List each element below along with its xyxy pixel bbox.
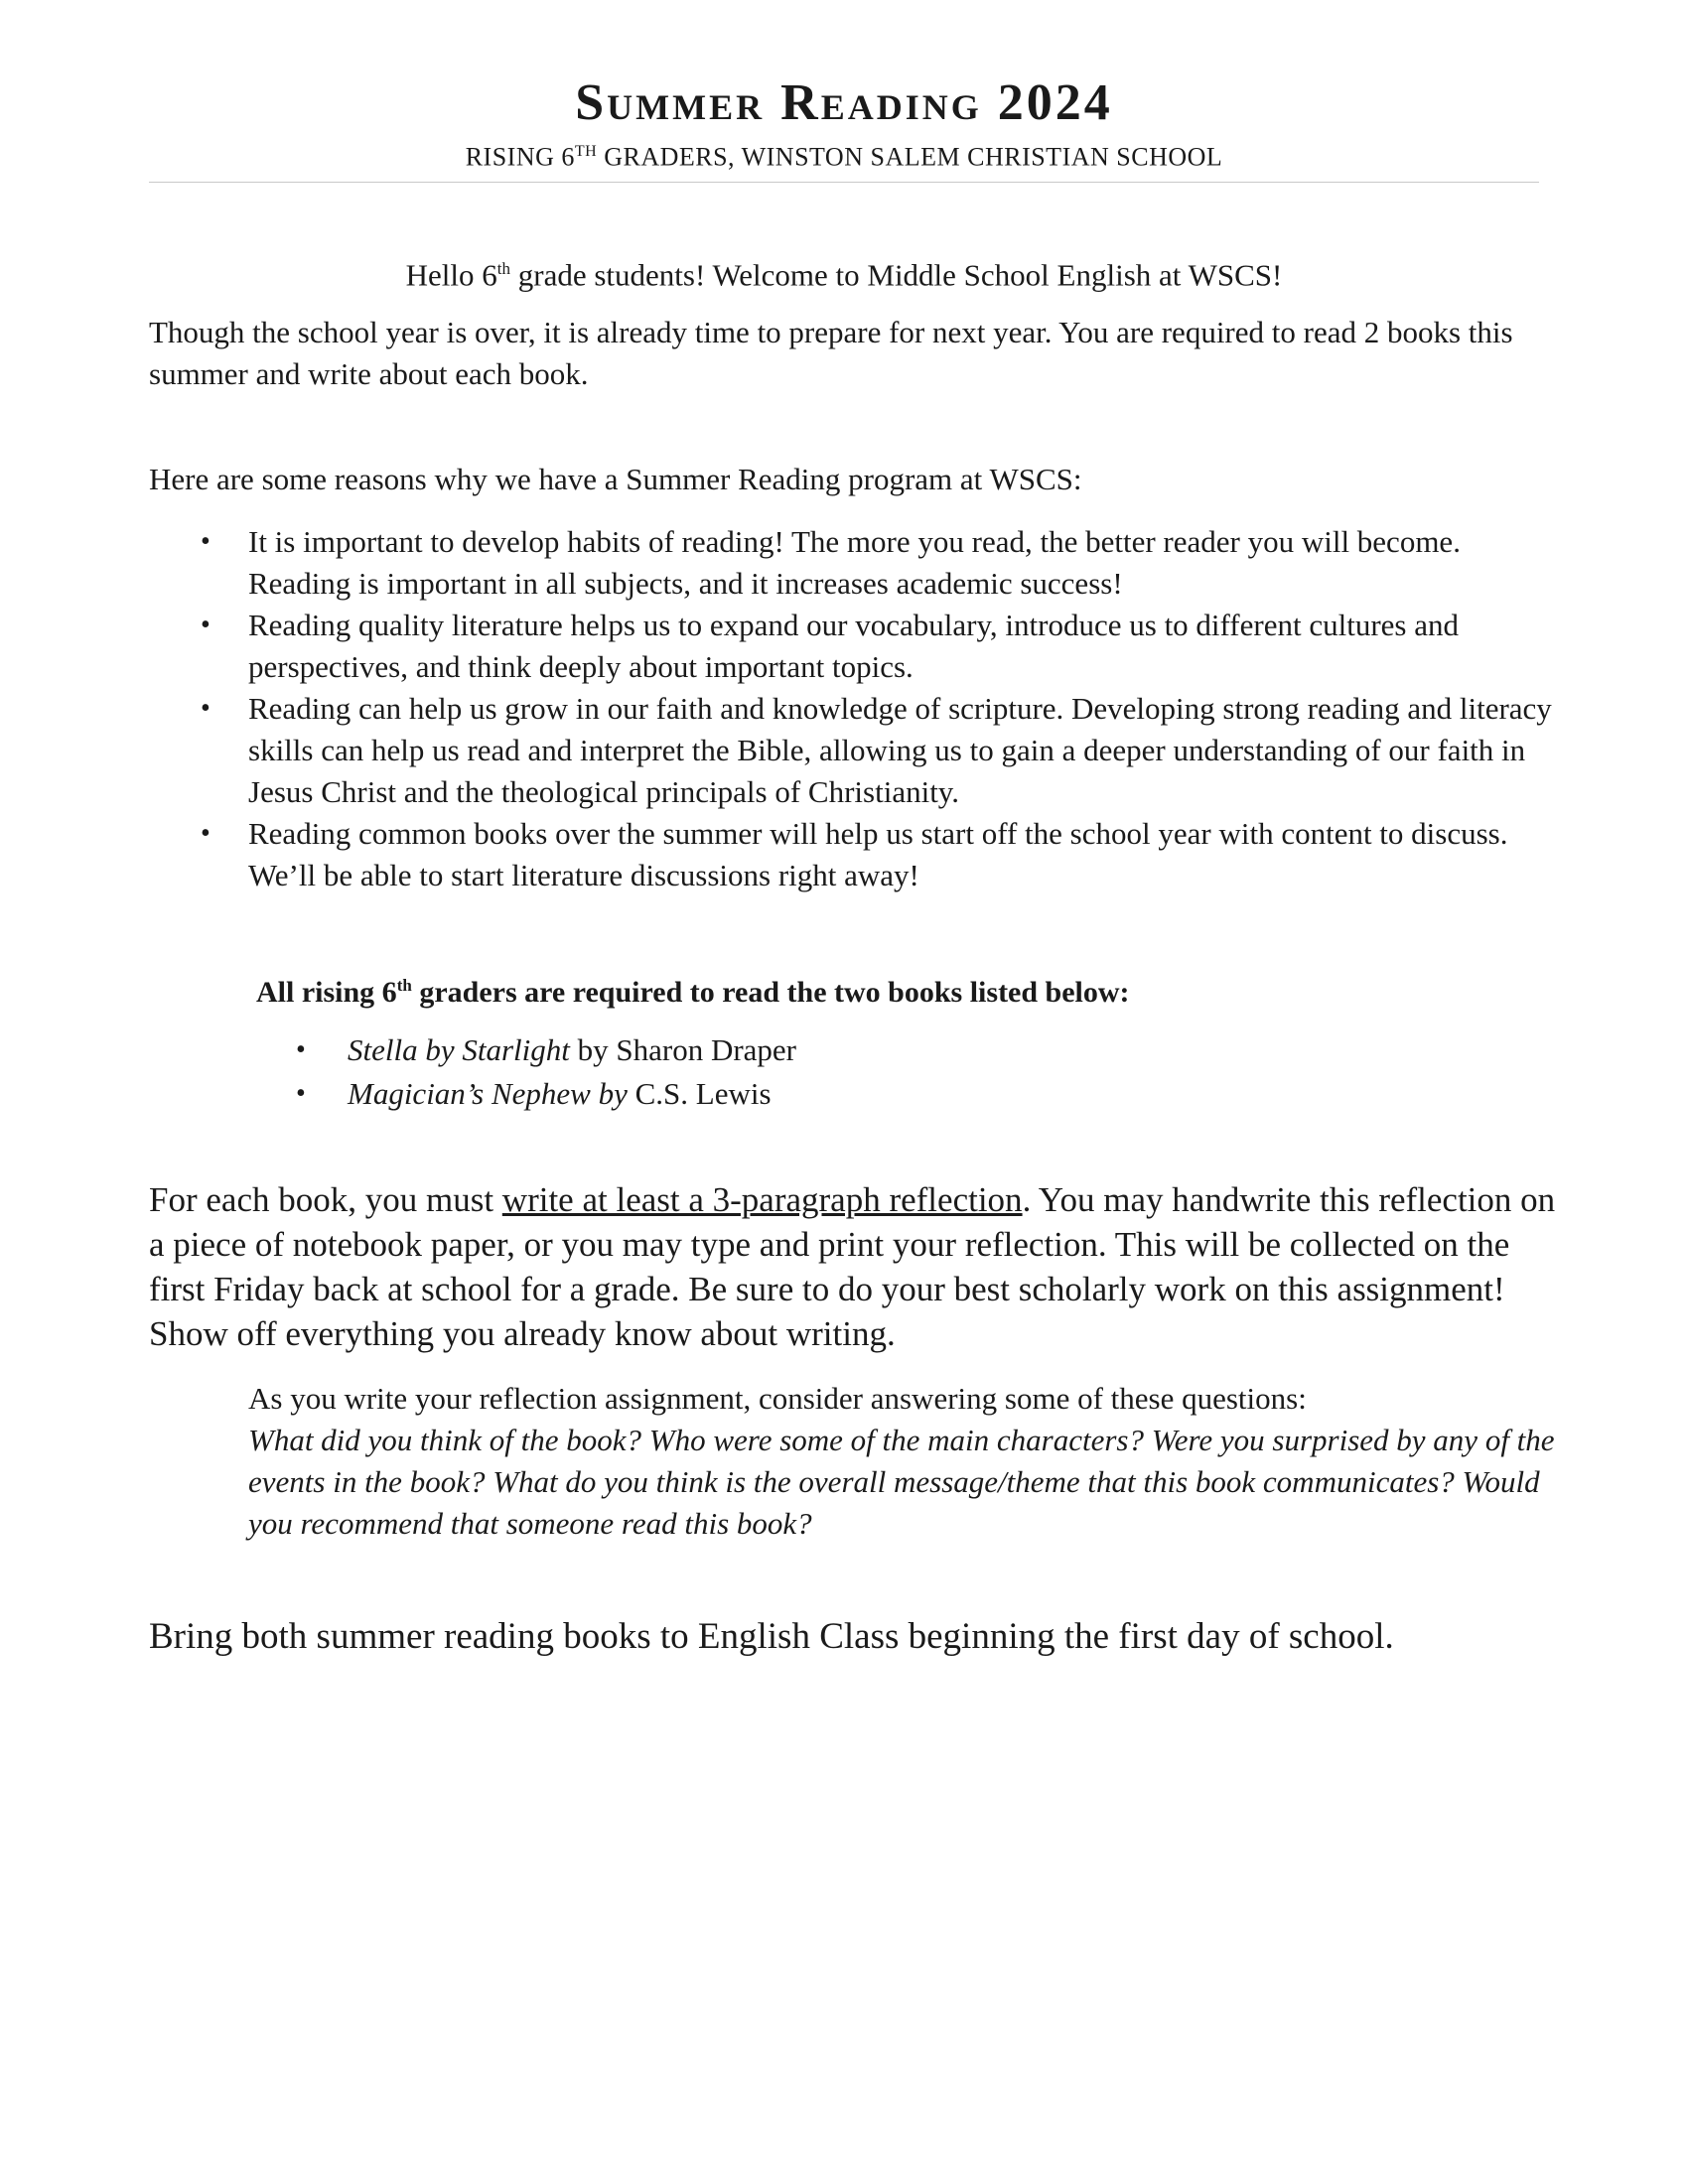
book-item — [256, 1072, 796, 1116]
questions-lead: As you write your reflection assignment, consider answering some of these questions: — [248, 1381, 1307, 1416]
reason-text: Reading can help us grow in our faith and knowledge of scripture. Developing strong reading and literacy skills can help us read and interpret the Bible, allowing us to gain a deeper understanding of our faith in Jesus Christ and the theological principals of Christianity. — [248, 691, 1552, 809]
required-text-pre: All rising 6 — [256, 976, 397, 1009]
page-subtitle — [149, 135, 1539, 175]
greeting-superscript: th — [496, 259, 511, 278]
book-title: Magician’s Nephew — [348, 1076, 591, 1111]
list-item — [149, 813, 1559, 896]
reason-text: Reading common books over the summer will help us start off the school year with content to discuss. We’ll be able to start literature discussions right away! — [248, 816, 1508, 892]
assignment-instructions — [149, 1177, 1559, 1356]
subtitle-superscript: TH — [574, 143, 598, 160]
book-title: Stella by Starlight — [348, 1032, 570, 1067]
reasons-list — [149, 521, 1559, 896]
greeting — [149, 248, 1539, 296]
instructions-text-post: . You may handwrite this reflection on a piece of notebook paper, or you may type and print your reflection. This will be collected on the first Friday back at school for a grade. Be sure to do your best scholarly work on this assignment! Show off everything you already know about writing. — [149, 1180, 1556, 1353]
greeting-text-pre: Hello 6 — [405, 257, 497, 293]
bullet-icon: • — [201, 610, 211, 640]
book-author: Sharon Draper — [616, 1032, 797, 1067]
book-by: by — [569, 1032, 617, 1067]
book-author: C.S. Lewis — [634, 1076, 772, 1111]
instructions-underlined: write at least a 3-paragraph reflection — [501, 1180, 1023, 1219]
list-item — [149, 688, 1559, 813]
required-books-heading — [256, 965, 1130, 1014]
required-text-post: graders are required to read the two books listed below: — [411, 976, 1130, 1009]
reason-text: Reading quality literature helps us to expand our vocabulary, introduce us to different cultures and perspectives, and think deeply about important topics. — [248, 608, 1459, 684]
required-superscript: th — [396, 976, 412, 995]
subtitle-text-post: GRADERS, WINSTON SALEM CHRISTIAN SCHOOL — [597, 142, 1223, 172]
list-item — [149, 521, 1559, 605]
reasons-intro: Here are some reasons why we have a Summer Reading program at WSCS: — [149, 462, 1082, 496]
reason-text: It is important to develop habits of reading! The more you read, the better reader you will become. Reading is important in all subjects, and it increases academic success! — [248, 524, 1461, 601]
bullet-icon: • — [201, 818, 211, 849]
book-list — [256, 1028, 796, 1116]
questions-text: What did you think of the book? Who were some of the main characters? Were you surprised by any of the events in the book? What do you think is the overall message/theme that this book communicates? Would you recommend that someone read this book? — [248, 1423, 1555, 1541]
subtitle-text-pre: RISING 6 — [465, 142, 575, 172]
bullet-icon: • — [201, 526, 211, 557]
header-divider — [149, 182, 1539, 183]
bullet-icon: • — [201, 693, 211, 724]
list-item — [149, 605, 1559, 688]
bullet-icon: • — [296, 1034, 306, 1065]
book-by: by — [590, 1076, 635, 1111]
intro-paragraph: Though the school year is over, it is already time to prepare for next year. You are required to read 2 books this summer and write about each book. — [149, 315, 1513, 391]
book-item — [256, 1028, 796, 1072]
greeting-text-post: grade students! Welcome to Middle School English at WSCS! — [510, 257, 1283, 293]
bullet-icon: • — [296, 1078, 306, 1109]
closing-note: Bring both summer reading books to English Class beginning the first day of school. — [149, 1616, 1394, 1657]
instructions-text-pre: For each book, you must — [149, 1180, 502, 1219]
reflection-questions — [248, 1378, 1559, 1545]
page-title: Summer Reading 2024 — [575, 74, 1113, 131]
